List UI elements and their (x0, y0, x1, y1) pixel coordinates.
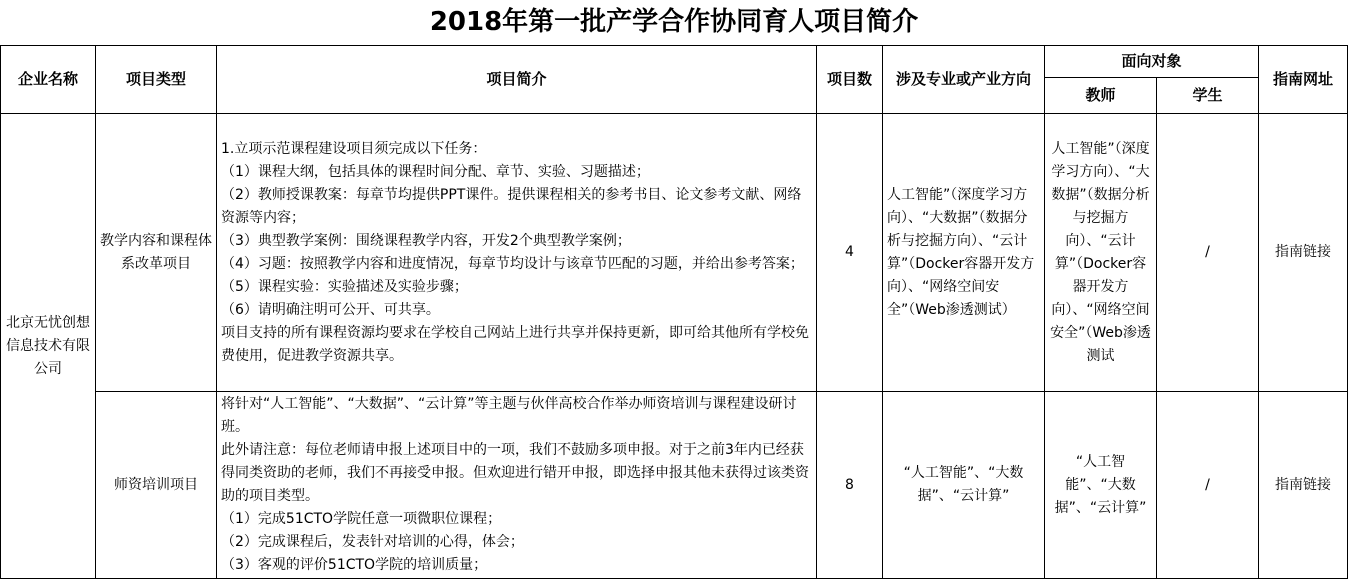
type-cell: 教学内容和课程体系改革项目 (96, 114, 217, 392)
type-cell: 师资培训项目 (96, 392, 217, 579)
header-type: 项目类型 (96, 46, 217, 114)
count-cell: 4 (817, 114, 883, 392)
project-table (0, 45, 1348, 579)
intro-line: （1）课程大纲，包括具体的课程时间分配、章节、实验、习题描述； (221, 163, 650, 180)
intro-line: （2）教师授课教案：每章节均提供PPT课件。提供课程相关的参考书目、论文参考文献、网络资源等内容； (221, 186, 802, 226)
intro-line: 项目支持的所有课程资源均要求在学校自己网站上进行共享并保持更新，即可给其他所有学校免费使用，促进教学资源共享。 (221, 324, 809, 364)
intro-line: （6）请明确注明可公开、可共享。 (221, 301, 440, 318)
intro-cell (217, 114, 817, 392)
page-title: 2018年第一批产学合作协同育人项目简介 (429, 7, 919, 37)
table-row (1, 114, 1348, 392)
intro-cell (217, 392, 817, 579)
intro-line: （2）完成课程后，发表针对培训的心得，体会； (221, 534, 524, 550)
header-guide: 指南网址 (1259, 46, 1348, 114)
header-count: 项目数 (817, 46, 883, 114)
header-direction: 涉及专业或产业方向 (883, 46, 1045, 114)
header-student: 学生 (1157, 78, 1259, 114)
direction-cell: 人工智能”（深度学习方向）、“大数据”（数据分析与挖掘方向）、“云计算”（Docker容器开发方向）、“网络空间安全”（Web渗透测试） (883, 114, 1045, 392)
header-company: 企业名称 (1, 46, 96, 114)
student-cell: / (1157, 392, 1259, 579)
count-cell: 8 (817, 392, 883, 579)
guide-link[interactable]: 指南链接 (1259, 114, 1348, 392)
header-row-1 (1, 46, 1348, 78)
teacher-cell: 人工智能”（深度学习方向）、“大数据”（数据分析与挖掘方向）、“云计算”（Docker容器开发方向）、“网络空间安全”（Web渗透测试 (1045, 114, 1157, 392)
table-row (1, 392, 1348, 579)
direction-cell: “人工智能”、“大数据”、“云计算” (883, 392, 1045, 579)
header-teacher: 教师 (1045, 78, 1157, 114)
intro-line: （1）完成51CTO学院任意一项微职位课程； (221, 511, 502, 527)
intro-line: （3）典型教学案例：围绕课程教学内容，开发2个典型教学案例； (221, 232, 631, 249)
intro-line: （5）课程实验：实验描述及实验步骤； (221, 278, 468, 295)
intro-line: 1.立项示范课程建设项目须完成以下任务： (221, 140, 487, 157)
header-audience: 面向对象 (1045, 46, 1259, 78)
intro-line: 此外请注意：每位老师请申报上述项目中的一项，我们不鼓励多项申报。对于之前3年内已经获得同类资助的老师，我们不再接受申报。但欢迎进行错开申报，即选择申报其他未获得过该类资助的项目类型。 (221, 442, 809, 504)
guide-link[interactable]: 指南链接 (1259, 392, 1348, 579)
intro-line: （4）习题：按照教学内容和进度情况，每章节均设计与该章节匹配的习题，并给出参考答案； (221, 255, 804, 272)
intro-line: （3）客观的评价51CTO学院的培训质量； (221, 557, 488, 573)
intro-line: 将针对“人工智能”、“大数据”、“云计算”等主题与伙伴高校合作举办师资培训与课程建设研讨班。 (221, 396, 797, 435)
company-cell: 北京无忧创想信息技术有限公司 (1, 114, 96, 579)
teacher-cell: “人工智能”、“大数据”、“云计算” (1045, 392, 1157, 579)
header-intro: 项目简介 (217, 46, 817, 114)
student-cell: / (1157, 114, 1259, 392)
